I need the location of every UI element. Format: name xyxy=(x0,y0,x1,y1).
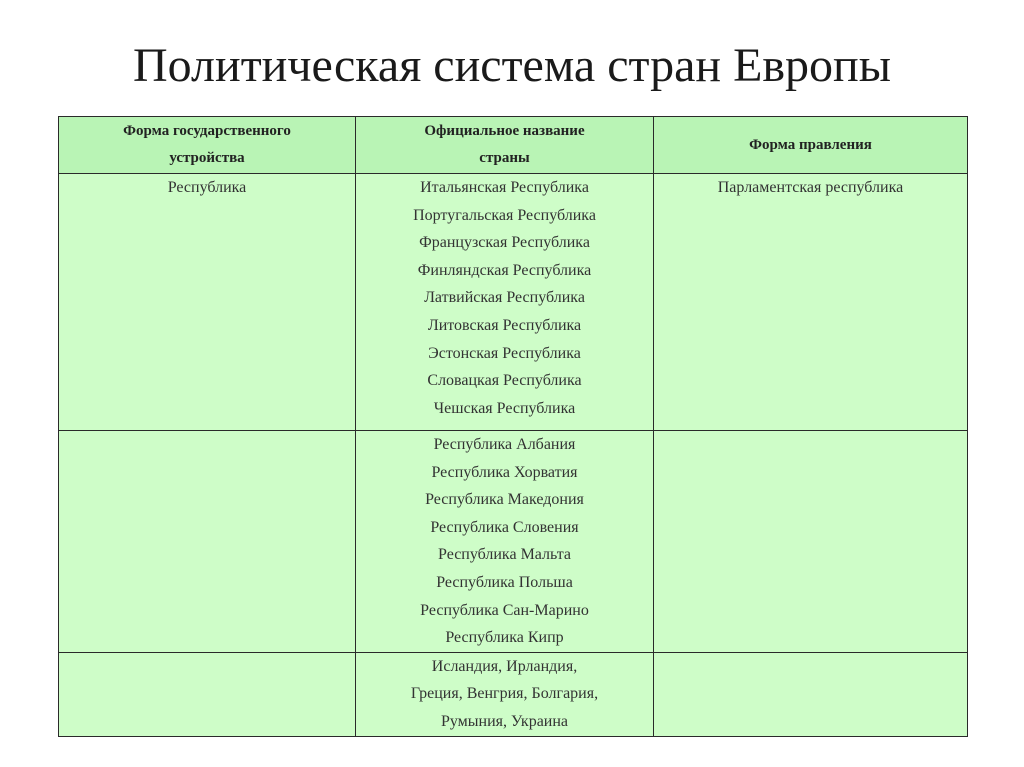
cell-government-form xyxy=(654,652,968,736)
page-title: Политическая система стран Европы xyxy=(133,39,891,92)
country-name: Республика Словения xyxy=(430,518,579,536)
country-name: Чешская Республика xyxy=(433,399,576,417)
header-state-structure xyxy=(59,117,356,174)
cell-state-structure xyxy=(59,652,356,736)
header-line: устройства xyxy=(169,150,245,166)
cell-government-form: Парламентская республика xyxy=(654,174,968,431)
country-name: Финляндская Республика xyxy=(417,261,592,279)
country-name: Республика Польша xyxy=(436,573,573,591)
header-line: Официальное название xyxy=(424,123,585,139)
header-government-form xyxy=(654,117,968,174)
cell-state-structure xyxy=(59,431,356,653)
country-name: Республика Македония xyxy=(425,491,584,509)
cell-official-names xyxy=(356,652,654,736)
header-line: Форма государственного xyxy=(123,123,291,139)
table-row xyxy=(59,431,968,653)
country-name: Греция, Венгрия, Болгария, xyxy=(410,685,599,703)
country-name: Республика Хорватия xyxy=(431,463,578,481)
header-line: страны xyxy=(479,150,530,166)
country-name: Республика Кипр xyxy=(445,629,564,647)
table-row xyxy=(59,174,968,431)
politics-table xyxy=(58,116,968,737)
country-name: Латвийская Республика xyxy=(424,289,585,307)
country-name: Республика Сан-Марино xyxy=(420,601,589,619)
cell-government-form xyxy=(654,431,968,653)
country-name: Эстонская Республика xyxy=(428,344,581,362)
country-name: Республика Мальта xyxy=(438,546,571,564)
country-name: Республика Албания xyxy=(433,436,576,453)
country-name: Исландия, Ирландия, xyxy=(431,657,578,675)
country-name: Итальянская Республика xyxy=(420,179,589,196)
country-name: Французская Республика xyxy=(419,234,590,252)
country-name: Португальская Республика xyxy=(413,206,596,224)
table-row xyxy=(59,652,968,736)
country-name: Литовская Республика xyxy=(427,316,582,334)
cell-official-names xyxy=(356,174,654,431)
cell-official-names xyxy=(356,431,654,653)
header-line: Форма правления xyxy=(749,136,872,153)
country-name: Румыния, Украина xyxy=(440,712,569,730)
table-header-row xyxy=(59,117,968,174)
country-name: Словацкая Республика xyxy=(427,372,582,390)
cell-state-structure: Республика xyxy=(59,174,356,431)
header-official-name xyxy=(356,117,654,174)
